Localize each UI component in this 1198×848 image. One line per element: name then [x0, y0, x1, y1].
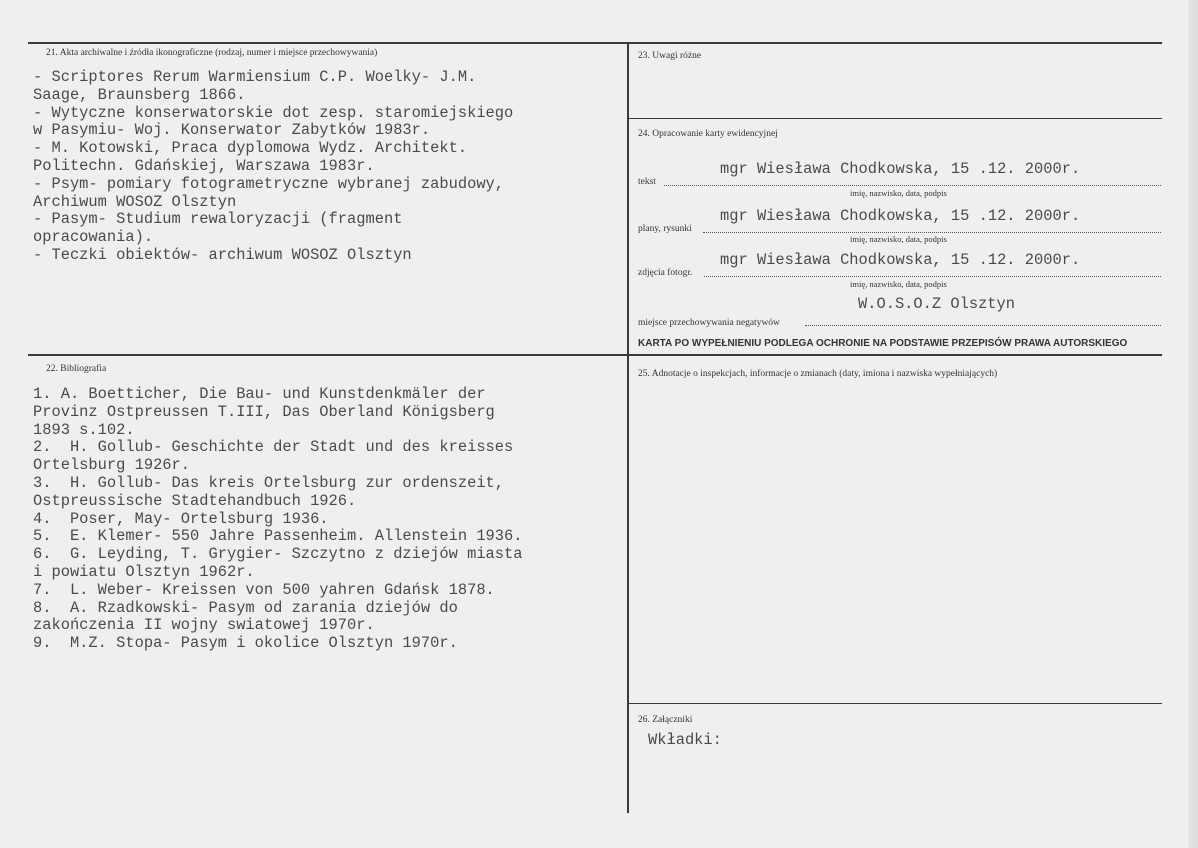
section-22-label: 22. Bibliografia — [46, 364, 107, 374]
negatives-location-label: miejsce przechowywania negatywów — [638, 318, 780, 328]
section-26-label: 26. Załączniki — [638, 715, 693, 725]
text-row-dotted-line — [664, 185, 1161, 186]
attachments-value: Wkładki: — [648, 731, 722, 749]
section-21-text: - Scriptores Rerum Warmiensium C.P. Woelky- J.M. Saage, Braunsberg 1866. - Wytyczne konserwatorskie dot zesp. staromiejskiego w Pasymiu- Woj. Konserwator Zabytków 1983r. - M. Kotowski, Praca dyplomowa Wydz. Architekt. Politechn. Gdańskiej, Warszawa 1983r. - Psym- pomiary fotogrametryczne wybranej zabudowy, Archiwum WOSOZ Olsztyn - Pasym- Studium rewaloryzacji (fragment opracowania). - Teczki obiektów- archiwum WOSOZ Olsztyn — [33, 68, 514, 264]
text-author-value: mgr Wiesława Chodkowska, 15 .12. 2000r. — [720, 160, 1081, 178]
photos-row-label: zdjęcia fotogr. — [638, 268, 693, 278]
copyright-notice: KARTA PO WYPEŁNIENIU PODLEGA OCHRONIE NA PODSTAWIE PRZEPISÓW PRAWA AUTORSKIEGO — [638, 338, 1128, 349]
negatives-dotted-line — [805, 325, 1161, 326]
middle-border — [28, 354, 1162, 356]
plans-row-caption: imię, nazwisko, data, podpis — [850, 234, 947, 244]
section-21-label: 21. Akta archiwalne i źródła ikonograficzne (rodzaj, numer i miejsce przechowywania) — [46, 48, 378, 58]
photos-row-dotted-line — [704, 276, 1161, 277]
vertical-divider — [627, 42, 629, 813]
section-23-label: 23. Uwagi różne — [638, 51, 702, 61]
negatives-location-value: W.O.S.O.Z Olsztyn — [858, 295, 1016, 313]
plans-row-label: plany, rysunki — [638, 224, 692, 234]
plans-author-value: mgr Wiesława Chodkowska, 15 .12. 2000r. — [720, 207, 1081, 225]
plans-row-dotted-line — [703, 232, 1161, 233]
section-24-label: 24. Opracowanie karty ewidencyjnej — [638, 129, 778, 139]
section-25-26-divider — [629, 703, 1162, 704]
section-25-label: 25. Adnotacje o inspekcjach, informacje o zmianach (daty, imiona i nazwiska wypełniających) — [638, 369, 998, 379]
text-row-caption: imię, nazwisko, data, podpis — [850, 188, 947, 198]
section-22-text: 1. A. Boetticher, Die Bau- und Kunstdenkmäler der Provinz Ostpreussen T.III, Das Oberland Königsberg 1893 s.102. 2. H. Gollub- Geschichte der Stadt und des kreisses Ortelsburg 1926r. 3. H. Gollub- Das kreis Ortelsburg zur ordenszeit, Ostpreussische Stadtehandbuch 1926. 4. Poser, May- Ortelsburg 1936. 5. E. Klemer- 550 Jahre Passenheim. Allenstein 1936. 6. G. Leyding, T. Grygier- Szczytno z dziejów miasta i powiatu Olsztyn 1962r. 7. L. Weber- Kreissen von 500 yahren Gdańsk 1878. 8. A. Rzadkowski- Pasym od zarania dziejów do zakończenia II wojny swiatowej 1970r. 9. M.Z. Stopa- Pasym i okolice Olsztyn 1970r. — [33, 385, 523, 653]
photos-author-value: mgr Wiesława Chodkowska, 15 .12. 2000r. — [720, 251, 1081, 269]
top-border — [28, 42, 1162, 44]
photos-row-caption: imię, nazwisko, data, podpis — [850, 279, 947, 289]
text-row-label: tekst — [638, 177, 656, 187]
section-23-24-divider — [629, 118, 1162, 119]
